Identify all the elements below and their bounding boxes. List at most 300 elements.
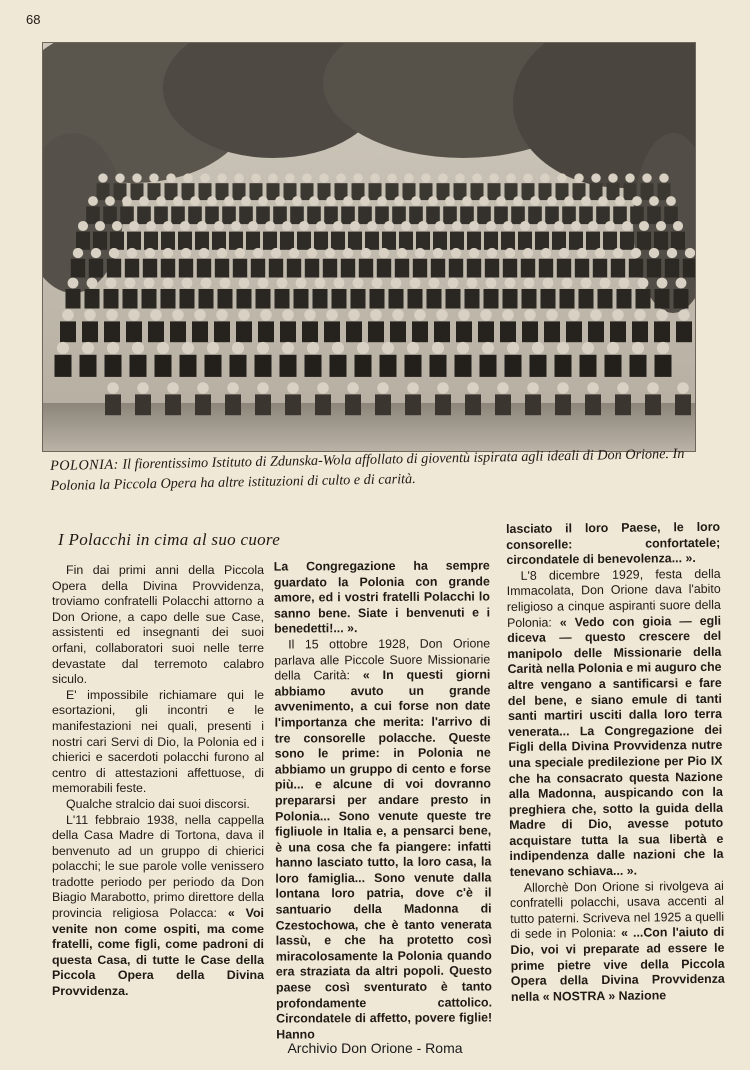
person-face	[317, 382, 329, 394]
person-face	[557, 173, 566, 182]
person-body	[456, 321, 472, 342]
person-face	[428, 196, 438, 206]
person-body	[86, 206, 100, 224]
person-face	[562, 278, 573, 289]
paragraph-text: L'8 dicembre 1929, festa della Immacolata, Don Orione dava l'abito religioso a cinque aspiranti suore della Polonia:	[506, 566, 721, 630]
person-face	[296, 278, 307, 289]
person-face	[268, 173, 277, 182]
person-face	[163, 221, 173, 231]
person-face	[145, 248, 155, 258]
person-body	[236, 321, 252, 342]
person-face	[372, 278, 383, 289]
person-face	[167, 382, 179, 394]
person-face	[647, 382, 659, 394]
person-face	[336, 173, 345, 182]
person-face	[546, 309, 558, 321]
article-column-3	[506, 520, 725, 1006]
person-body	[280, 355, 297, 377]
person-face	[482, 342, 494, 354]
person-face	[78, 221, 88, 231]
person-body	[255, 355, 272, 377]
person-body	[416, 232, 430, 250]
person-body	[465, 394, 481, 415]
person-face	[144, 278, 155, 289]
person-body	[539, 259, 553, 278]
person-body	[130, 355, 147, 377]
person-body	[460, 206, 474, 224]
quote-text: « In questi giorni abbiamo avuto un grande avvenimento, a cui forse non date l'importanza che merita: l'arrivo di tre consorelle polacche. Queste sono le prime: in Polonia ne abbiamo un gruppo di cento e forse più... e alcune di voi dovranno prepararsi per andare presto in Polonia... Sono venute queste tre figliuole in Italia e, a pensarci bene, è una cosa che fa piangere: infatti hanno lasciato tutto, la loro casa, la loro famiglia... Sono venute dalla lontana loro patria, dove c'è il santuario della Madonna di Czestochowa, che è tanto venerata lassù, e che ha protetto così miracolosamente la Polonia quando era straziata da altri popoli. Questo paese così sventurato è tanto profondamente cattolico. Circondatele di affetto, povere figlie! Hanno	[274, 667, 493, 1042]
person-face	[451, 248, 461, 258]
person-body	[579, 206, 593, 224]
person-body	[505, 355, 522, 377]
person-face	[350, 221, 360, 231]
person-body	[427, 289, 442, 309]
person-body	[430, 355, 447, 377]
person-body	[82, 321, 98, 342]
person-face	[634, 309, 646, 321]
person-body	[467, 232, 481, 250]
person-face	[98, 173, 107, 182]
person-face	[332, 342, 344, 354]
person-face	[391, 278, 402, 289]
person-body	[341, 259, 355, 278]
person-body	[503, 289, 518, 309]
caption-text: Il fiorentissimo Istituto di Zdunska-Wola affollato di gioventù ispirata agli ideali di Don Orione. In Polonia la Piccola Opera ha altre istituzioni di culto e di carità.	[50, 445, 685, 494]
paragraph	[506, 567, 723, 881]
person-face	[197, 382, 209, 394]
paragraph	[52, 813, 264, 1000]
person-body	[443, 206, 457, 224]
person-body	[233, 259, 247, 278]
person-face	[387, 173, 396, 182]
person-face	[676, 278, 687, 289]
person-face	[84, 309, 96, 321]
person-body	[588, 321, 604, 342]
person-face	[503, 221, 513, 231]
person-face	[257, 382, 269, 394]
person-face	[91, 248, 101, 258]
person-body	[535, 232, 549, 250]
person-face	[347, 382, 359, 394]
person-face	[619, 278, 630, 289]
person-face	[62, 309, 74, 321]
person-body	[80, 355, 97, 377]
person-face	[107, 342, 119, 354]
person-body	[229, 232, 243, 250]
person-body	[555, 394, 571, 415]
person-body	[110, 232, 124, 250]
person-body	[205, 355, 222, 377]
person-body	[484, 232, 498, 250]
person-face	[436, 309, 448, 321]
person-body	[76, 232, 90, 250]
person-face	[557, 382, 569, 394]
person-body	[126, 321, 142, 342]
person-face	[467, 278, 478, 289]
person-face	[353, 173, 362, 182]
person-body	[302, 321, 318, 342]
person-body	[654, 232, 668, 250]
person-body	[525, 394, 541, 415]
person-body	[560, 289, 575, 309]
person-body	[85, 289, 100, 309]
person-face	[149, 173, 158, 182]
person-body	[598, 289, 613, 309]
person-body	[358, 206, 372, 224]
person-face	[541, 248, 551, 258]
person-body	[143, 259, 157, 278]
person-face	[382, 342, 394, 354]
person-face	[656, 309, 668, 321]
person-face	[361, 248, 371, 258]
paragraph: Qualche stralcio dai suoi discorsi.	[66, 796, 250, 811]
person-face	[452, 221, 462, 231]
person-body	[552, 232, 566, 250]
person-face	[656, 221, 666, 231]
person-face	[137, 382, 149, 394]
person-body	[395, 259, 409, 278]
person-face	[257, 342, 269, 354]
person-body	[501, 232, 515, 250]
person-face	[163, 248, 173, 258]
person-face	[582, 342, 594, 354]
person-face	[678, 309, 690, 321]
person-face	[617, 382, 629, 394]
group-photograph	[42, 42, 696, 452]
person-face	[88, 196, 98, 206]
person-body	[144, 232, 158, 250]
person-body	[125, 259, 139, 278]
person-body	[610, 321, 626, 342]
person-face	[275, 196, 285, 206]
person-face	[248, 221, 258, 231]
person-face	[595, 248, 605, 258]
person-face	[642, 173, 651, 182]
person-face	[370, 309, 382, 321]
person-face	[201, 278, 212, 289]
person-face	[457, 342, 469, 354]
person-face	[207, 196, 217, 206]
person-face	[319, 173, 328, 182]
person-body	[215, 259, 229, 278]
person-body	[269, 259, 283, 278]
person-body	[148, 321, 164, 342]
person-face	[411, 196, 421, 206]
person-face	[333, 221, 343, 231]
person-face	[343, 248, 353, 258]
person-body	[71, 259, 85, 278]
person-face	[132, 173, 141, 182]
person-body	[246, 232, 260, 250]
person-face	[455, 173, 464, 182]
person-face	[109, 248, 119, 258]
person-face	[469, 248, 479, 258]
paragraph-text: Il 15 ottobre 1928, Don Orione parlava alle Piccole Suore Missionarie della Carità:	[274, 636, 491, 683]
person-face	[527, 382, 539, 394]
person-face	[384, 221, 394, 231]
person-body	[629, 259, 643, 278]
person-face	[304, 309, 316, 321]
person-body	[615, 394, 631, 415]
person-body	[359, 259, 373, 278]
person-body	[503, 259, 517, 278]
person-face	[530, 196, 540, 206]
person-body	[450, 232, 464, 250]
person-face	[292, 196, 302, 206]
person-body	[255, 394, 271, 415]
person-body	[544, 321, 560, 342]
person-body	[180, 355, 197, 377]
person-body	[331, 232, 345, 250]
person-face	[285, 173, 294, 182]
person-face	[360, 196, 370, 206]
person-body	[477, 206, 491, 224]
person-body	[297, 232, 311, 250]
person-face	[410, 278, 421, 289]
person-face	[182, 342, 194, 354]
person-body	[195, 394, 211, 415]
person-face	[437, 382, 449, 394]
person-face	[87, 278, 98, 289]
person-body	[675, 394, 691, 415]
person-body	[332, 289, 347, 309]
person-face	[571, 221, 581, 231]
person-face	[649, 196, 659, 206]
person-face	[415, 248, 425, 258]
person-body	[530, 355, 547, 377]
person-body	[495, 394, 511, 415]
person-body	[251, 259, 265, 278]
person-body	[500, 321, 516, 342]
person-face	[657, 342, 669, 354]
person-body	[263, 232, 277, 250]
person-face	[649, 248, 659, 258]
person-body	[665, 259, 679, 278]
quote-text: « ...Con l'aiuto di Dio, voi vi preparate ad essere le prime pietre vive della Piccola Opera della Divina Provvidenza nella « NOSTRA » Nazione	[510, 925, 725, 1004]
person-body	[161, 232, 175, 250]
person-face	[612, 309, 624, 321]
person-body	[545, 206, 559, 224]
person-body	[632, 321, 648, 342]
person-face	[587, 382, 599, 394]
person-face	[673, 221, 683, 231]
person-face	[547, 196, 557, 206]
person-body	[480, 355, 497, 377]
person-face	[232, 342, 244, 354]
person-face	[307, 248, 317, 258]
person-body	[412, 321, 428, 342]
person-body	[365, 232, 379, 250]
person-body	[89, 259, 103, 278]
person-body	[405, 355, 422, 377]
person-face	[588, 221, 598, 231]
person-body	[324, 321, 340, 342]
person-body	[522, 289, 537, 309]
person-body	[431, 259, 445, 278]
person-body	[382, 232, 396, 250]
person-body	[345, 394, 361, 415]
person-body	[380, 355, 397, 377]
person-body	[409, 206, 423, 224]
person-face	[523, 248, 533, 258]
person-face	[73, 248, 83, 258]
person-body	[188, 206, 202, 224]
person-body	[294, 289, 309, 309]
person-face	[106, 309, 118, 321]
person-face	[568, 309, 580, 321]
person-body	[161, 259, 175, 278]
person-face	[128, 309, 140, 321]
person-face	[667, 248, 677, 258]
person-body	[636, 289, 651, 309]
person-face	[190, 196, 200, 206]
person-body	[484, 289, 499, 309]
person-face	[367, 221, 377, 231]
person-face	[505, 248, 515, 258]
person-body	[273, 206, 287, 224]
person-face	[115, 173, 124, 182]
person-face	[659, 173, 668, 182]
person-face	[433, 248, 443, 258]
person-face	[348, 309, 360, 321]
paragraph-text: Allorchè Don Orione si rivolgeva ai confratelli polacchi, usava accenti al tutto paterni. Scriveva nel 1925 a quelli di sede in Polonia:	[509, 878, 725, 942]
person-body	[637, 232, 651, 250]
paragraph: Fin dai primi anni della Piccola Opera della Divina Provvidenza, troviamo confratelli Polacchi attorno a Don Orione, a capo delle sue Case, assistenti ed insegnanti dei suoi orfani, collaboratori suoi nelle terre devastate dal terremoto calabro siculo.	[52, 563, 264, 687]
person-face	[414, 309, 426, 321]
person-face	[258, 278, 269, 289]
person-face	[282, 221, 292, 231]
person-face	[435, 221, 445, 231]
person-face	[379, 248, 389, 258]
person-body	[230, 355, 247, 377]
person-body	[105, 394, 121, 415]
person-face	[68, 278, 79, 289]
person-face	[241, 196, 251, 206]
person-body	[580, 355, 597, 377]
quote-paragraph	[506, 520, 720, 569]
person-face	[166, 173, 175, 182]
person-body	[605, 355, 622, 377]
person-face	[112, 221, 122, 231]
person-face	[194, 309, 206, 321]
person-face	[95, 221, 105, 231]
person-face	[316, 221, 326, 231]
person-face	[615, 196, 625, 206]
person-body	[630, 355, 647, 377]
person-face	[182, 278, 193, 289]
person-body	[405, 394, 421, 415]
person-face	[157, 342, 169, 354]
person-body	[413, 259, 427, 278]
person-face	[197, 221, 207, 231]
person-face	[577, 248, 587, 258]
person-body	[528, 206, 542, 224]
person-body	[654, 321, 670, 342]
person-body	[105, 355, 122, 377]
person-body	[104, 289, 119, 309]
person-face	[122, 196, 132, 206]
person-face	[217, 248, 227, 258]
person-face	[146, 221, 156, 231]
person-body	[341, 206, 355, 224]
person-body	[521, 259, 535, 278]
person-face	[472, 173, 481, 182]
person-face	[625, 173, 634, 182]
person-face	[401, 221, 411, 231]
person-face	[497, 382, 509, 394]
person-body	[522, 321, 538, 342]
person-body	[285, 394, 301, 415]
person-body	[55, 355, 72, 377]
paragraph	[274, 636, 492, 1043]
person-body	[239, 206, 253, 224]
person-face	[607, 342, 619, 354]
person-body	[511, 206, 525, 224]
person-body	[123, 289, 138, 309]
person-face	[238, 309, 250, 321]
person-body	[399, 232, 413, 250]
person-face	[200, 173, 209, 182]
person-body	[478, 321, 494, 342]
person-face	[326, 196, 336, 206]
person-body	[377, 259, 391, 278]
person-body	[178, 232, 192, 250]
person-body	[426, 206, 440, 224]
person-body	[324, 206, 338, 224]
quote-text: lasciato il loro Paese, le loro consorelle: confortatele; circondatele di benevolenza... ».	[506, 519, 721, 568]
person-face	[57, 342, 69, 354]
person-face	[407, 382, 419, 394]
person-face	[150, 309, 162, 321]
person-face	[220, 278, 231, 289]
person-body	[586, 232, 600, 250]
person-face	[357, 342, 369, 354]
person-body	[433, 232, 447, 250]
person-body	[290, 206, 304, 224]
person-body	[154, 206, 168, 224]
person-face	[173, 196, 183, 206]
person-body	[655, 355, 672, 377]
person-face	[523, 173, 532, 182]
person-body	[258, 321, 274, 342]
person-body	[195, 232, 209, 250]
person-body	[562, 206, 576, 224]
person-body	[392, 206, 406, 224]
person-body	[120, 206, 134, 224]
person-body	[555, 355, 572, 377]
person-face	[277, 278, 288, 289]
person-face	[180, 221, 190, 231]
person-body	[603, 232, 617, 250]
person-body	[368, 321, 384, 342]
person-face	[677, 382, 689, 394]
person-body	[541, 289, 556, 309]
person-face	[163, 278, 174, 289]
person-body	[446, 289, 461, 309]
person-body	[315, 394, 331, 415]
person-face	[227, 382, 239, 394]
person-face	[489, 173, 498, 182]
paragraph: E' impossibile richiamare qui le esortazioni, gli incontri e le manifestazioni nei quali, presenti i nostri cari Servi di Dio, la Polonia ed i chierici e sacerdoti polacchi furono al centro di attestazioni affettuose, di memorabili feste.	[52, 687, 264, 796]
person-face	[407, 342, 419, 354]
person-face	[289, 248, 299, 258]
person-body	[93, 232, 107, 250]
quote-text: La Congregazione ha sempre guardato la Polonia con grande amore, ed i vostri fratelli Polacchi lo sanno bene. Siate i benvenuti e i benedetti!... ».	[273, 558, 491, 636]
person-face	[302, 173, 311, 182]
person-body	[330, 355, 347, 377]
person-face	[540, 173, 549, 182]
person-body	[212, 232, 226, 250]
